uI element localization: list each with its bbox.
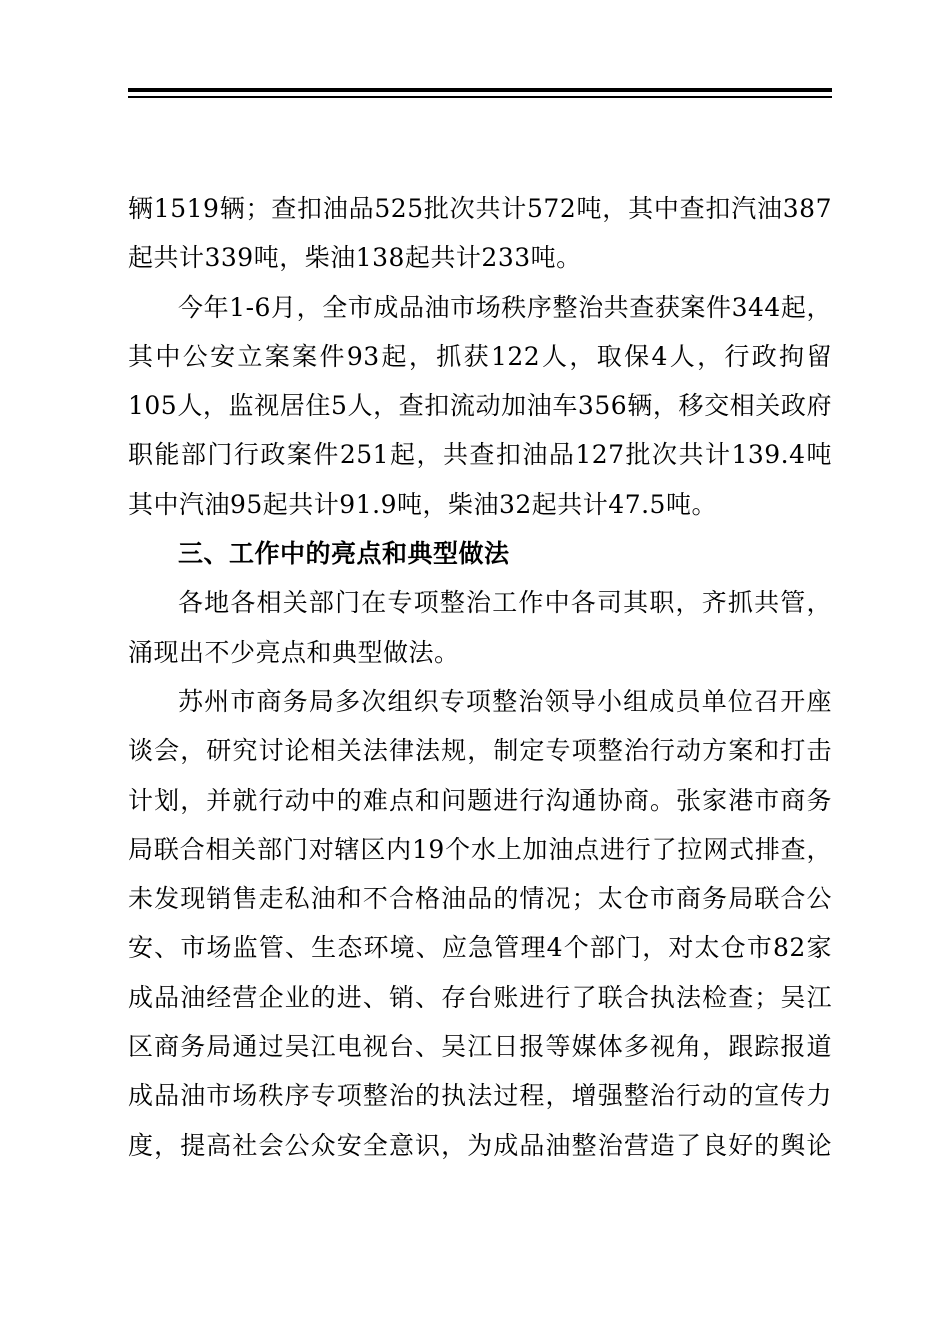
text-line: 成品油经营企业的进、销、存台账进行了联合执法检查；吴江 xyxy=(128,982,832,1012)
text-line: 今年1-6月，全市成品油市场秩序整治共查获案件344起， xyxy=(178,292,832,322)
text-line: 度，提高社会公众安全意识，为成品油整治营造了良好的舆论 xyxy=(128,1130,832,1160)
text-line: 其中汽油95起共计91.9吨，柴油32起共计47.5吨。 xyxy=(128,489,717,519)
section-heading: 三、工作中的亮点和典型做法 xyxy=(178,539,510,569)
text-line: 各地各相关部门在专项整治工作中各司其职，齐抓共管， xyxy=(178,588,832,618)
text-line: 涌现出不少亮点和典型做法。 xyxy=(128,637,460,667)
document-body xyxy=(128,184,832,1170)
text-line: 成品油市场秩序专项整治的执法过程，增强整治行动的宣传力 xyxy=(128,1081,832,1111)
paragraph xyxy=(128,677,832,1170)
paragraph xyxy=(128,578,832,677)
text-line: 105人，监视居住5人，查扣流动加油车356辆，移交相关政府 xyxy=(128,391,832,421)
text-line: 起共计339吨，柴油138起共计233吨。 xyxy=(128,243,582,273)
text-line: 计划，并就行动中的难点和问题进行沟通协商。张家港市商务 xyxy=(128,785,832,815)
text-line: 安、市场监管、生态环境、应急管理4个部门，对太仓市82家 xyxy=(128,933,832,963)
paragraph xyxy=(128,283,832,529)
header-rule-thin xyxy=(128,96,832,98)
paragraph xyxy=(128,184,832,283)
header-rule-thick xyxy=(128,88,832,92)
text-line: 职能部门行政案件251起，共查扣油品127批次共计139.4吨 xyxy=(128,440,832,470)
text-line: 其中公安立案案件93起，抓获122人，取保4人，行政拘留 xyxy=(128,341,832,371)
text-line: 苏州市商务局多次组织专项整治领导小组成员单位召开座 xyxy=(178,686,832,716)
text-line: 未发现销售走私油和不合格油品的情况；太仓市商务局联合公 xyxy=(128,884,832,914)
text-line: 局联合相关部门对辖区内19个水上加油点进行了拉网式排查， xyxy=(128,834,832,864)
text-line: 区商务局通过吴江电视台、吴江日报等媒体多视角，跟踪报道 xyxy=(128,1032,832,1062)
text-line: 谈会，研究讨论相关法律法规，制定专项整治行动方案和打击 xyxy=(128,736,832,766)
text-line: 辆1519辆；查扣油品525批次共计572吨，其中查扣汽油387 xyxy=(128,194,832,223)
